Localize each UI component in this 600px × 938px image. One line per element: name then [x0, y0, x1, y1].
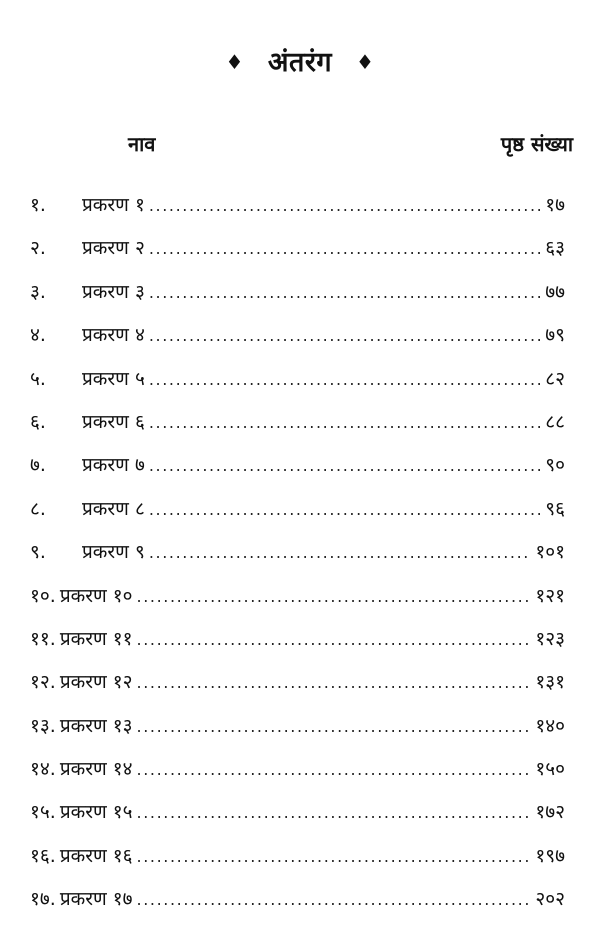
toc-entry[interactable]: [30, 712, 565, 755]
toc-entry-page-number: १५०: [535, 758, 565, 781]
toc-entry-label: प्रकरण ५: [82, 367, 145, 390]
toc-entry-number: ३.: [30, 280, 46, 303]
toc-entry-number: १७.: [30, 888, 56, 911]
toc-entry-page-number: १७: [545, 194, 565, 216]
dot-leader: [149, 283, 541, 302]
toc-entry-page-number: ६३: [545, 237, 565, 260]
dot-leader: [149, 326, 541, 345]
toc-entry-number: ५.: [30, 367, 46, 390]
toc-entry-number: १५.: [30, 801, 56, 824]
title-text: अंतरंग: [267, 47, 333, 78]
toc-entry[interactable]: [30, 278, 565, 321]
dot-leader: [137, 630, 532, 649]
toc-entry-number: १.: [30, 194, 46, 216]
toc-entry-label: प्रकरण १०: [59, 584, 133, 607]
dot-leader: [149, 370, 541, 389]
toc-entry-number: ६.: [30, 410, 46, 433]
toc-entry-page-number: १३१: [535, 671, 565, 694]
toc-entry[interactable]: [30, 234, 565, 277]
toc-entry-label: प्रकरण १४: [59, 758, 133, 781]
toc-entry-page-number: ७९: [545, 324, 565, 347]
toc-entry-number: ४.: [30, 324, 46, 347]
dot-leader: [149, 543, 532, 562]
toc-entry-number: १२.: [30, 671, 56, 694]
toc-entry-number: १३.: [30, 714, 56, 737]
toc-entry[interactable]: [30, 538, 565, 581]
toc-entry-number: ११.: [30, 627, 56, 650]
toc-entry[interactable]: [30, 451, 565, 494]
toc-entry[interactable]: [30, 191, 565, 234]
toc-entry[interactable]: [30, 668, 565, 711]
toc-entry[interactable]: [30, 321, 565, 364]
toc-entry-page-number: १२३: [535, 627, 565, 650]
toc-entry-page-number: ९६: [545, 497, 565, 520]
toc-entry-page-number: १९७: [535, 844, 565, 867]
dot-leader: [149, 456, 541, 475]
column-header-name: नाव: [128, 132, 156, 156]
toc-entry-page-number: २०२: [535, 888, 565, 911]
toc-entry-label: प्रकरण १५: [59, 801, 133, 824]
toc-entry[interactable]: [30, 408, 565, 451]
dot-leader: [137, 847, 532, 866]
toc-entry-number: १६.: [30, 844, 56, 867]
diamond-right-icon: ♦: [356, 49, 375, 74]
toc-entry[interactable]: [30, 582, 565, 625]
toc-entry[interactable]: [30, 755, 565, 798]
toc-entry[interactable]: [30, 798, 565, 841]
toc-entry[interactable]: [30, 842, 565, 885]
dot-leader: [149, 239, 541, 258]
toc-entry-label: प्रकरण २: [82, 237, 145, 260]
toc-entry-page-number: ८८: [545, 410, 565, 433]
toc-entry-page-number: ८२: [545, 367, 565, 390]
dot-leader: [149, 500, 541, 519]
toc-entry-number: ८.: [30, 497, 46, 520]
column-header-page: पृष्ठ संख्या: [500, 132, 573, 156]
toc-entry-label: प्रकरण ३: [82, 280, 145, 303]
dot-leader: [149, 413, 541, 432]
dot-leader: [149, 196, 541, 215]
toc-entry-number: ७.: [30, 454, 46, 477]
toc-entry-label: प्रकरण ११: [59, 627, 133, 650]
dot-leader: [137, 803, 532, 822]
dot-leader: [137, 673, 532, 692]
toc-entry-page-number: १७२: [535, 801, 565, 824]
toc-entry-page-number: ७७: [545, 280, 565, 303]
toc-entry[interactable]: [30, 495, 565, 538]
dot-leader: [137, 717, 532, 736]
toc-entry-label: प्रकरण ६: [82, 410, 145, 433]
toc-entry-number: १०.: [30, 584, 56, 607]
dot-leader: [137, 760, 532, 779]
table-of-contents: [30, 191, 565, 929]
toc-entry-number: ९.: [30, 541, 46, 564]
toc-entry-label: प्रकरण १३: [59, 714, 133, 737]
toc-entry-label: प्रकरण ४: [82, 324, 145, 347]
page-title: [0, 42, 600, 79]
toc-entry-number: २.: [30, 237, 46, 260]
toc-entry-label: प्रकरण ९: [82, 541, 145, 564]
dot-leader: [137, 587, 532, 606]
toc-entry-label: प्रकरण १६: [59, 844, 133, 867]
toc-entry-label: प्रकरण १२: [59, 671, 133, 694]
toc-entry-label: प्रकरण ८: [82, 497, 145, 520]
toc-entry-label: प्रकरण ७: [82, 454, 145, 477]
toc-entry-page-number: १४०: [535, 714, 565, 737]
toc-entry[interactable]: [30, 885, 565, 928]
toc-entry[interactable]: [30, 365, 565, 408]
toc-entry-label: प्रकरण १: [82, 194, 145, 216]
dot-leader: [137, 890, 532, 909]
toc-entry[interactable]: [30, 625, 565, 668]
diamond-left-icon: ♦: [225, 49, 244, 74]
toc-entry-page-number: १०१: [535, 541, 565, 564]
toc-entry-label: प्रकरण १७: [59, 888, 133, 911]
toc-entry-number: १४.: [30, 758, 56, 781]
toc-entry-page-number: १२१: [535, 584, 565, 607]
toc-entry-page-number: ९०: [545, 454, 565, 477]
